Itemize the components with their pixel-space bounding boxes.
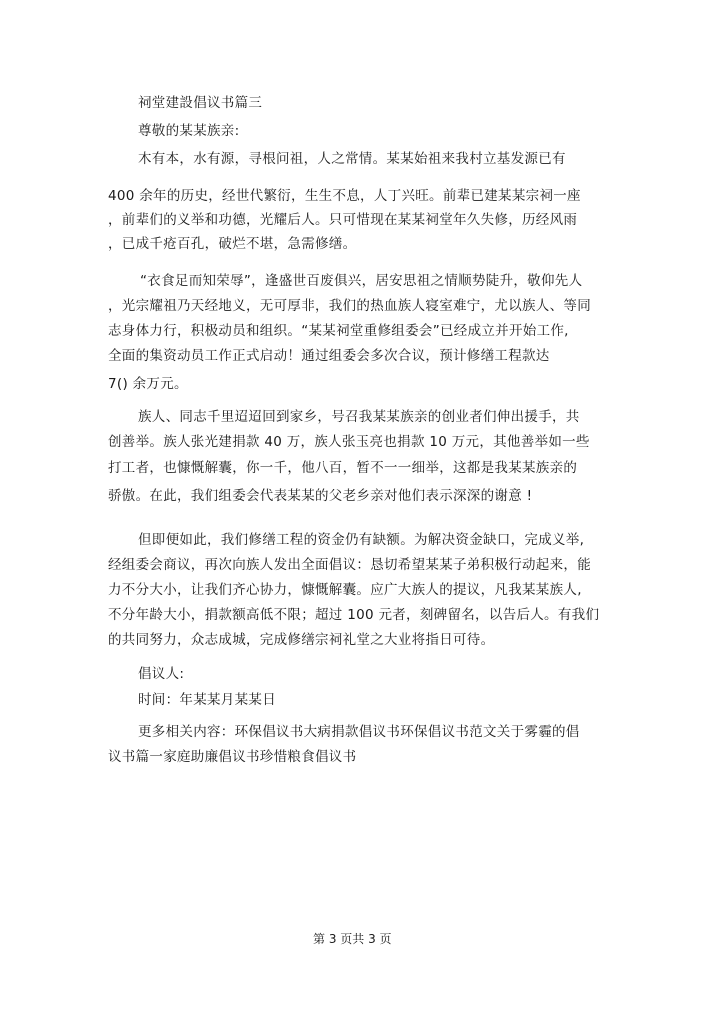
paragraph-2-line-1: “衣食足而知荣辱”，逢盛世百废俱兴，居安思祖之情顺势陡升，敬仰先人 [140, 273, 583, 289]
paragraph-1-line-4: ，已成千疮百孔，破烂不堪，急需修缮。 [108, 236, 357, 252]
related-content-line-2: 议书篇一家庭助廉倡议书珍惜粮食倡议书 [108, 749, 357, 765]
paragraph-2-line-2: ，光宗耀祖乃天经地义，无可厚非，我们的热血族人寝室难宁，尤以族人、等同 [108, 298, 591, 314]
initiator-label: 倡议人: [138, 666, 185, 682]
paragraph-4-line-3: 力不分大小，让我们齐心协力，慷慨解囊。应广大族人的提议，凡我某某族人, [108, 582, 582, 598]
paragraph-1-line-2: 400 余年的历史，经世代繁衍，生生不息，人丁兴旺。前辈已建某某宗祠一座 [108, 188, 581, 204]
paragraph-4-line-4: 不分年龄大小，捐款额高低不限；超过 100 元者，刻碑留名，以告后人。有我们 [108, 607, 600, 623]
paragraph-3-line-1: 族人、同志千里迢迢回到家乡，号召我某某族亲的创业者们伸出援手，共 [138, 409, 580, 425]
paragraph-1-line-3: ，前辈们的义举和功德，光耀后人。只可惜现在某某祠堂年久失修，历经风雨 [108, 212, 578, 228]
paragraph-1-line-1: 木有本，水有源，寻根问祖，人之常情。某某始祖来我村立基发源已有 [138, 151, 566, 167]
paragraph-4-line-5: 的共同努力，众志成城，完成修缮宗祠礼堂之大业将指日可待。 [108, 632, 495, 648]
paragraph-3-line-2: 创善举。族人张光建捐款 40 万，族人张玉亮也捐款 10 万元，其他善举如一些 [108, 434, 590, 450]
related-content-line-1: 更多相关内容：环保倡议书大病捐款倡议书环保倡议书范文关于雾霾的倡 [138, 724, 580, 740]
page-number-footer: 第 3 页共 3 页 [313, 932, 392, 946]
paragraph-2-line-4: 全面的集资动员工作正式启动！通过组委会多次合议，预计修缮工程款达 [108, 348, 550, 364]
paragraph-4-line-2: 经组委会商议，再次向族人发出全面倡议：恳切希望某某子弟积极行动起来，能 [108, 557, 591, 573]
time-line: 时间：年某某月某某日 [138, 692, 276, 708]
paragraph-3-line-3: 打工者，也慷慨解囊，你一千，他八百，暂不一一细举，这都是我某某族亲的 [108, 460, 578, 476]
paragraph-2-line-5: 7() 余万元。 [108, 376, 188, 392]
salutation: 尊敬的某某族亲: [138, 123, 240, 139]
paragraph-4-line-1: 但即便如此，我们修缮工程的资金仍有缺额。为解决资金缺口，完成义举, [138, 532, 585, 548]
paragraph-2-line-3: 志身体力行，积极动员和组织。“某某祠堂重修组委会”已经成立并开始工作, [108, 323, 569, 339]
paragraph-3-line-4: 骄傲。在此，我们组委会代表某某的父老乡亲对他们表示深深的谢意 ! [108, 488, 533, 504]
document-title: 祠堂建設倡议书篇三 [138, 95, 263, 111]
